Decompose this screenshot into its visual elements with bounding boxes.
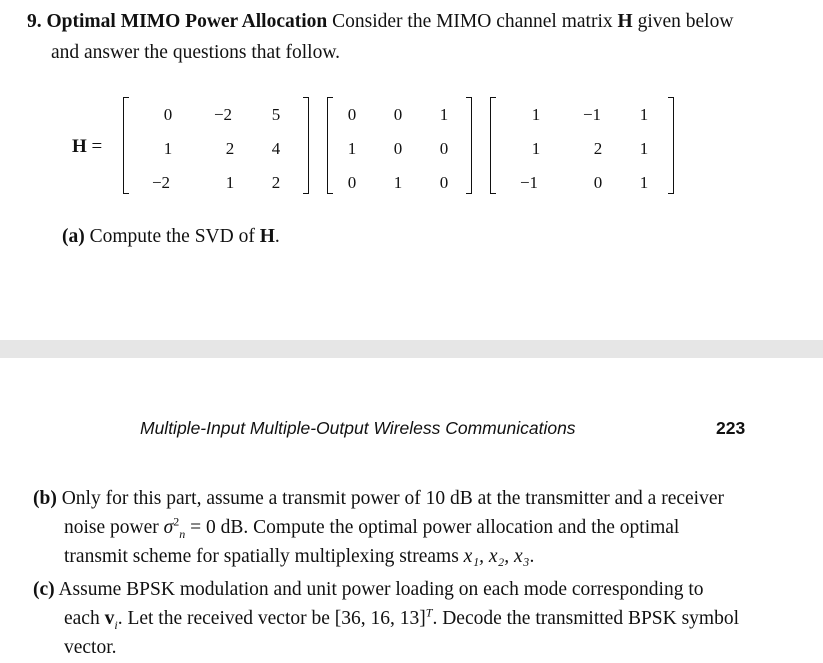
matrix-2-right-bracket [466,97,472,194]
part-c-line2: each $v_i$. Let the received vector be [36, 16, 13]$^T$. Decode the transmitted BPSK symbol [64,605,740,632]
matrix-cell: 1 [531,139,541,158]
part-a-label: (a) [62,226,85,247]
streams-symbols: x₁, x₂, x₃ [463,546,530,567]
matrix-cell: 1 [639,105,649,124]
matrix-1-right-bracket [303,97,309,194]
page-break-divider [0,340,823,358]
equation-lhs: H = [72,136,103,157]
matrix-cell: 4 [271,139,281,158]
matrix-2-left-bracket [327,97,333,194]
question-intro-end: given below [637,11,734,32]
matrix-cell: 1 [439,105,449,124]
part-b-line2: noise power $\sigma^2_n = 0$ dB. Compute the optimal power allocation and the optimal [64,514,680,541]
part-b-line1: (b) Only for this part, assume a transmit power of 10 dB at the transmitter and a receiver [33,488,724,509]
matrix-cell: 1 [347,139,357,158]
matrix-cell: −2 [213,105,233,124]
matrix-cell: 0 [439,173,449,192]
matrix-cell: 5 [271,105,281,124]
question-intro: Consider the MIMO channel matrix [332,11,613,32]
matrix-cell: 0 [347,173,357,192]
matrix-cell: 0 [439,139,449,158]
part-c-line1: (c) Assume BPSK modulation and unit power loading on each mode corresponding to [33,579,704,600]
matrix-cell: −1 [519,173,539,192]
part-a: (a) Compute the SVD of H. [62,226,280,247]
v-symbol: v [104,608,115,629]
matrix-cell: 0 [393,139,403,158]
part-a-text: Compute the SVD of [89,226,255,247]
part-c-line3: vector. [64,637,117,658]
part-a-symbol: H [259,226,275,247]
matrix-cell: 1 [639,173,649,192]
question-number: 9. [27,11,42,32]
matrix-symbol: H [617,11,633,32]
question-title: Optimal MIMO Power Allocation [46,11,328,32]
matrix-cell: 0 [347,105,357,124]
matrix-equation [0,0,823,200]
matrix-cell: −1 [582,105,602,124]
matrix-cell: 1 [639,139,649,158]
matrix-cell: 1 [163,139,173,158]
matrix-cell: 2 [271,173,281,192]
matrix-cell: 0 [393,105,403,124]
part-b-label: (b) [33,488,57,509]
question-intro-line2: and answer the questions that follow. [51,42,341,63]
matrix-cell: 0 [593,173,603,192]
matrix-cell: 1 [531,105,541,124]
matrix-3-left-bracket [490,97,496,194]
page-number: 223 [716,418,746,438]
matrix-cell: 0 [163,105,173,124]
matrix-cell: 2 [225,139,235,158]
matrix-cell: 1 [225,173,235,192]
part-b-line3: transmit scheme for spatially multiplexing streams x₁, x₂, x₃. [64,546,535,567]
matrix-3-right-bracket [668,97,674,194]
matrix-cell: 1 [393,173,403,192]
part-c-label: (c) [33,579,55,600]
matrix-cell: −2 [151,173,171,192]
matrix-cell: 2 [593,139,603,158]
sigma-symbol: σ [163,517,174,538]
running-header-title: Multiple-Input Multiple-Output Wireless Communications [140,418,576,438]
received-vector: [36, 16, 13] [334,608,426,629]
matrix-1-left-bracket [123,97,129,194]
